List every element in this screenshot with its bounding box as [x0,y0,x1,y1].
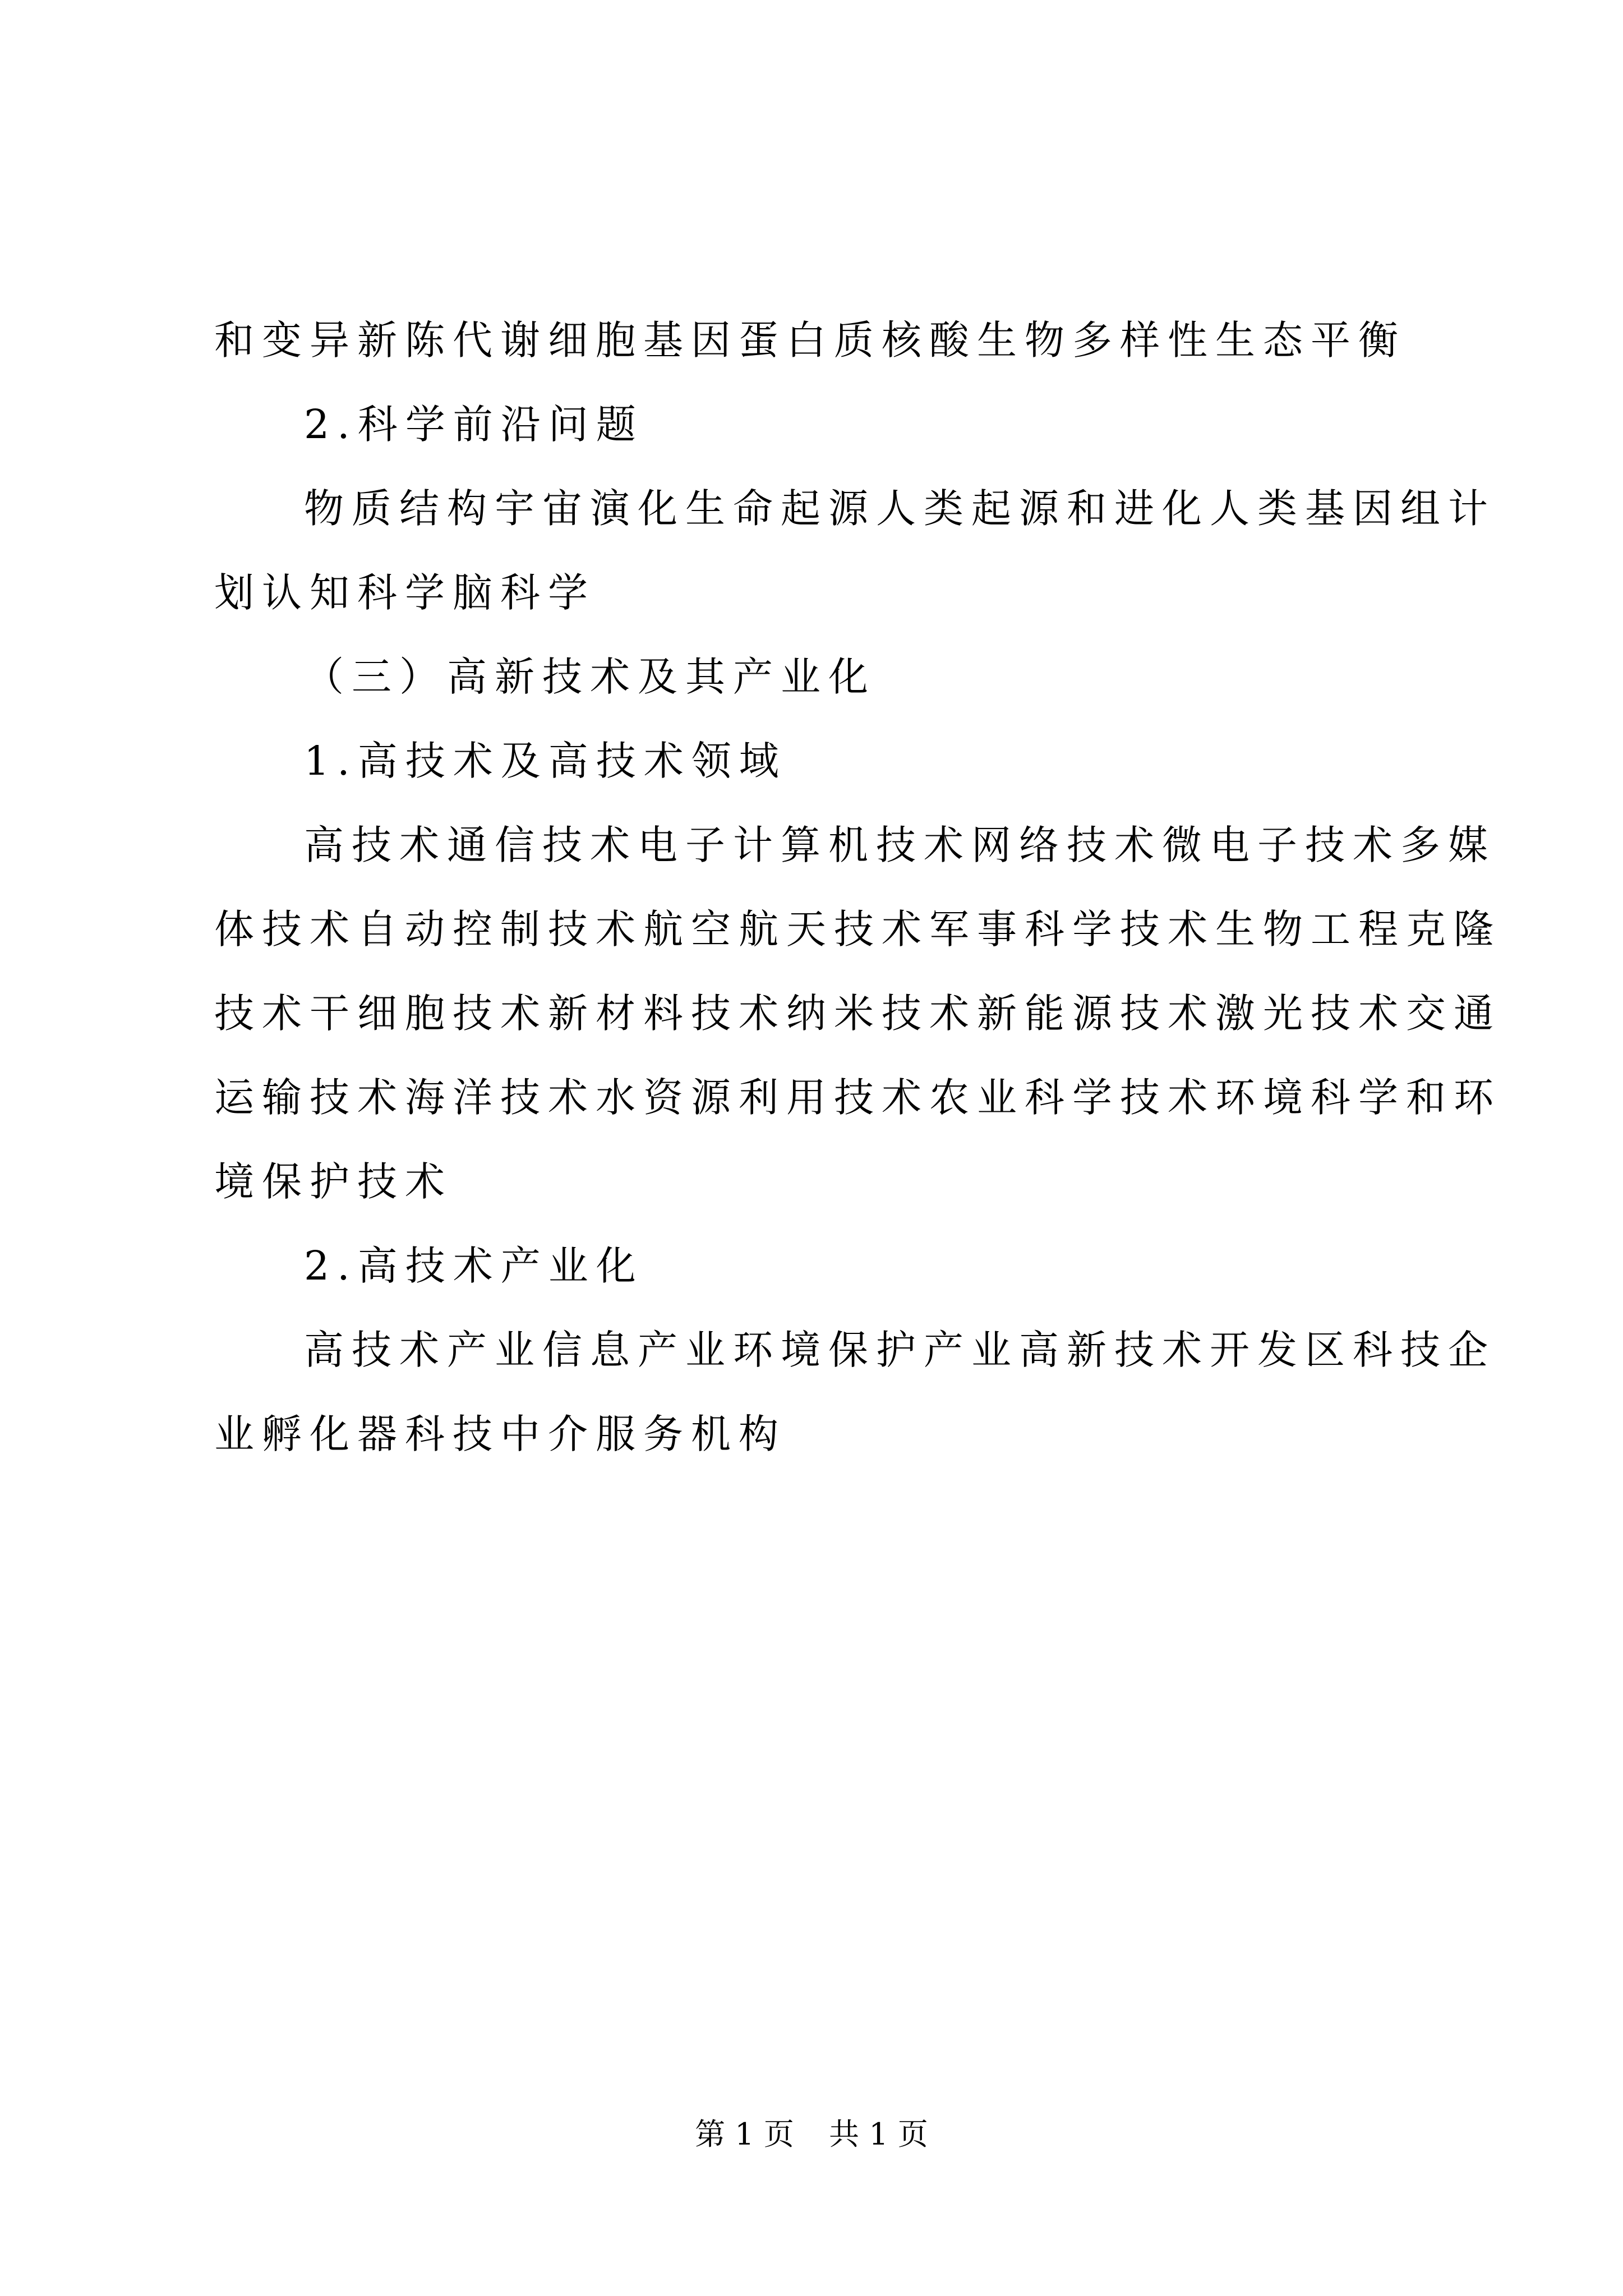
subsection-heading-industrialization: 2.高技术产业化 [304,1243,644,1289]
body-line-continuation: 和变异新陈代谢细胞基因蛋白质核酸生物多样性生态平衡 [214,317,1407,364]
section-heading-high-tech: （三）高新技术及其产业化 [304,654,877,700]
paragraph-line: 物质结构宇宙演化生命起源人类起源和进化人类基因组计 [304,485,1496,532]
document-body [214,298,1502,1476]
paragraph-line: 高技术通信技术电子计算机技术网络技术微电子技术多媒 [304,822,1496,868]
paragraph-line: 划认知科学脑科学 [214,569,596,616]
paragraph-line: 体技术自动控制技术航空航天技术军事科学技术生物工程克隆 [214,906,1502,953]
paragraph-line: 技术干细胞技术新材料技术纳米技术新能源技术激光技术交通 [214,990,1502,1037]
paragraph-line: 业孵化器科技中介服务机构 [214,1411,787,1457]
paragraph-line: 运输技术海洋技术水资源利用技术农业科学技术环境科学和环 [214,1074,1502,1121]
paragraph-line: 境保护技术 [214,1158,453,1205]
page-footer [0,2115,1623,2154]
total-pages: 共 1 页 [829,2116,928,2152]
subsection-heading-high-tech-fields: 1.高技术及高技术领域 [304,738,787,784]
page-number: 第 1 页 [695,2116,794,2152]
paragraph-line: 高技术产业信息产业环境保护产业高新技术开发区科技企 [304,1327,1496,1373]
subsection-heading-science-frontiers: 2.科学前沿问题 [304,401,644,448]
